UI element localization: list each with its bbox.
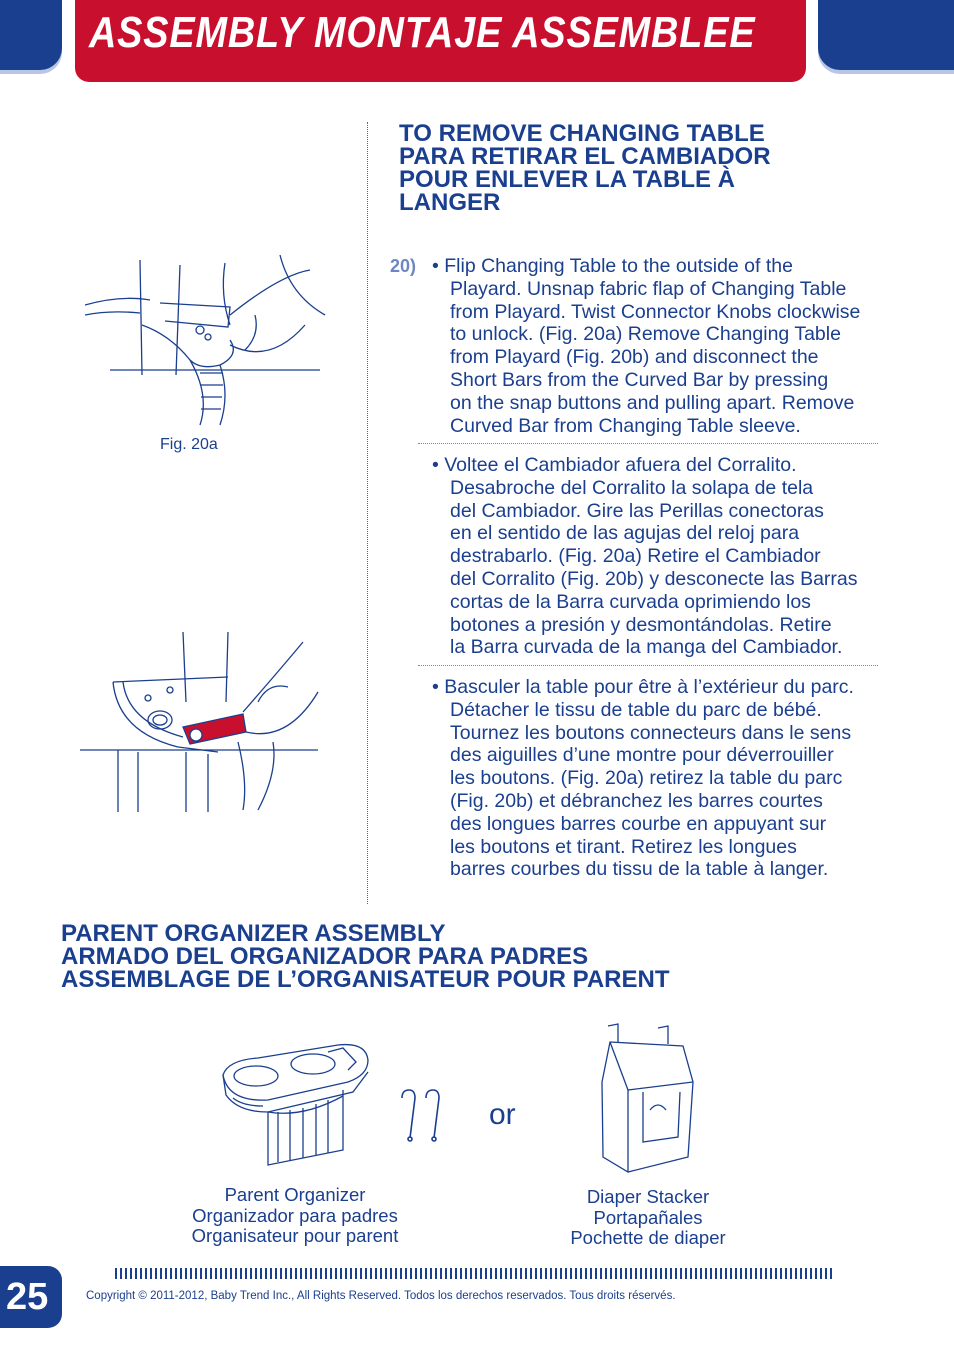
text-line: to unlock. (Fig. 20a) Remove Changing Table — [450, 323, 841, 346]
fig-20b-illustration — [78, 632, 328, 812]
step-number: 20) — [390, 256, 417, 276]
instructions-english — [432, 255, 860, 437]
page-number: 25 — [6, 1276, 49, 1318]
parent-organizer-label — [170, 1185, 420, 1247]
instructions-french — [432, 676, 854, 881]
label-line: Organisateur pour parent — [191, 1225, 399, 1246]
label-line: Pochette de diaper — [570, 1227, 726, 1248]
text-line: on the snap buttons and pulling apart. Remove — [450, 391, 855, 414]
heading-line: ARMADO DEL ORGANIZADOR PARA PADRES — [61, 943, 589, 970]
text-line: (Fig. 20b) et débranchez les barres courtes — [450, 789, 823, 812]
column-divider — [367, 122, 368, 904]
header-banner — [75, 0, 806, 82]
heading-line: TO REMOVE CHANGING TABLE — [399, 120, 765, 147]
hooks-icon — [398, 1088, 446, 1144]
header-left-tab — [0, 0, 62, 70]
footer-stripe — [115, 1268, 835, 1279]
header-right-tab — [818, 0, 954, 70]
label-line: Organizador para padres — [192, 1204, 398, 1226]
separator — [418, 443, 878, 444]
text-line: la Barra curvada de la manga del Cambiador. — [450, 636, 843, 659]
label-line: Diaper Stacker — [586, 1186, 710, 1207]
label-line: Parent Organizer — [224, 1184, 366, 1205]
parent-organizer-illustration — [218, 1040, 370, 1170]
page-number-tab — [0, 1266, 62, 1328]
text-line: Desabroche del Corralito la solapa de tela — [450, 476, 814, 499]
text-line: from Playard. Twist Connector Knobs clockwise — [450, 300, 861, 323]
text-line: Playard. Unsnap fabric flap of Changing Table — [450, 277, 847, 300]
section1-heading — [399, 122, 771, 214]
text-line: cortas de la Barra curvada oprimiendo los — [450, 590, 811, 613]
text-line: les boutons et tirant. Retirez les longues — [450, 835, 797, 858]
fig-20a-caption: Fig. 20a — [160, 436, 218, 453]
text-line: Short Bars from the Curved Bar by pressing — [450, 368, 829, 391]
or-text: or — [489, 1098, 516, 1131]
text-line: del Cambiador. Gire las Perillas conectoras — [450, 499, 824, 522]
text-line: • Flip Changing Table to the outside of the — [432, 255, 793, 277]
section2-heading — [61, 922, 669, 991]
text-line: Détacher le tissu de table du parc de bébé. — [450, 698, 822, 721]
heading-line: PARA RETIRAR EL CAMBIADOR — [399, 143, 771, 170]
text-line: des aiguilles d’une montre pour déverrouiller — [450, 744, 834, 767]
diaper-stacker-label — [548, 1187, 748, 1249]
instructions-spanish — [432, 454, 858, 659]
diaper-stacker-illustration — [598, 1022, 698, 1174]
text-line: destrabarlo. (Fig. 20a) Retire el Cambiador — [450, 545, 821, 568]
text-line: • Basculer la table pour être à l’extérieur du parc. — [432, 676, 854, 698]
heading-line: POUR ENLEVER LA TABLE À — [399, 166, 736, 193]
text-line: les boutons. (Fig. 20a) retirez la table du parc — [450, 767, 843, 790]
text-line: Curved Bar from Changing Table sleeve. — [450, 414, 801, 437]
text-line: del Corralito (Fig. 20b) y desconecte las Barras — [450, 567, 858, 590]
text-line: Tournez les boutons connecteurs dans le sens — [450, 721, 852, 744]
heading-line: ASSEMBLAGE DE L’ORGANISATEUR POUR PARENT — [61, 966, 670, 993]
text-line: des longues barres courbe en appuyant sur — [450, 812, 827, 835]
page-title: ASSEMBLY MONTAJE ASSEMBLEE — [89, 8, 756, 57]
text-line: barres courbes du tissu de la table à langer. — [450, 858, 829, 881]
heading-line: PARENT ORGANIZER ASSEMBLY — [61, 920, 446, 947]
fig-20a-illustration — [80, 255, 330, 430]
text-line: • Voltee el Cambiador afuera del Corralito. — [432, 454, 797, 476]
text-line: en el sentido de las agujas del reloj para — [450, 522, 800, 545]
separator — [418, 665, 878, 666]
heading-line: LANGER — [399, 189, 501, 216]
text-line: from Playard (Fig. 20b) and disconnect the — [450, 346, 819, 369]
copyright-text: Copyright © 2011-2012, Baby Trend Inc., All Rights Reserved. Todos los derechos reservados. Tous droits réservés. — [86, 1290, 676, 1302]
label-line: Portapañales — [593, 1206, 703, 1228]
text-line: botones a presión y desmontándolas. Retire — [450, 613, 832, 636]
